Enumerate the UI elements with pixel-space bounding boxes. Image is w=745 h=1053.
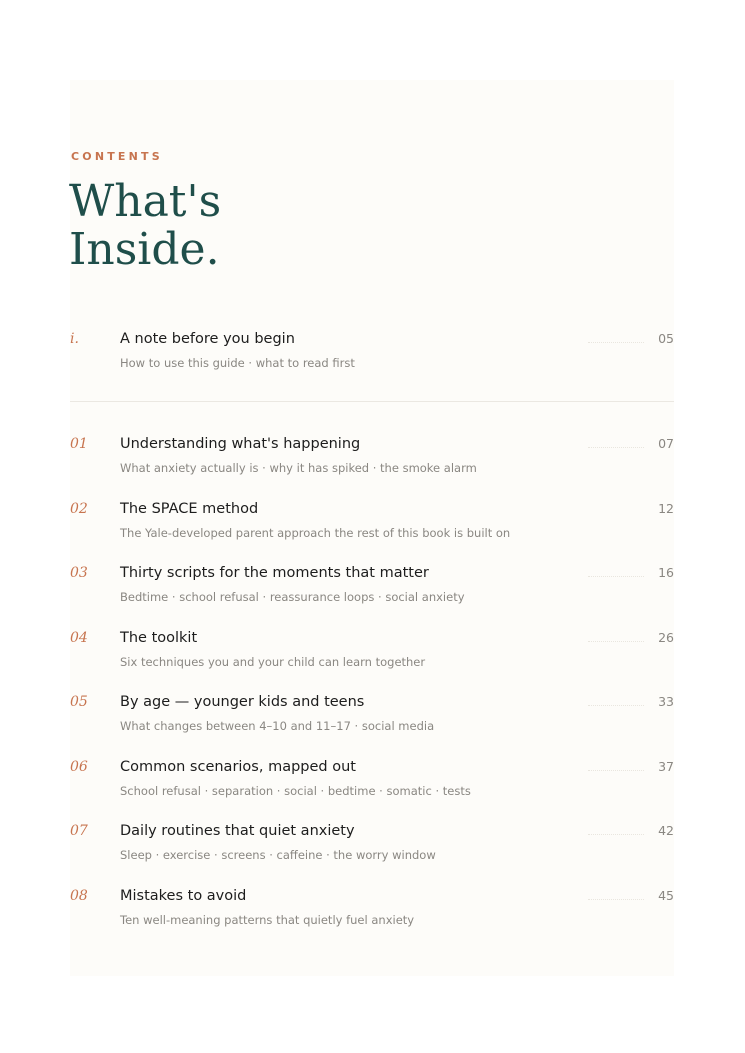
- toc-entry-preface[interactable]: [70, 330, 674, 390]
- toc-entry-subtitle: The Yale-developed parent approach the rest of this book is built on: [120, 526, 511, 540]
- toc-entry-page-number: 26: [658, 630, 674, 645]
- toc-entry-number: 06: [70, 759, 88, 775]
- toc-entry-page-number: 33: [658, 694, 674, 709]
- toc-entry-chapter-04[interactable]: [70, 629, 674, 689]
- section-divider: [70, 401, 674, 402]
- toc-entry-page-number: 37: [658, 759, 674, 774]
- toc-entry-subtitle: School refusal · separation · social · bedtime · somatic · tests: [120, 784, 471, 798]
- toc-entry-page-number: 07: [658, 436, 674, 451]
- toc-entry-subtitle: What changes between 4–10 and 11–17 · social media: [120, 719, 435, 733]
- toc-entry-subtitle: What anxiety actually is · why it has spiked · the smoke alarm: [120, 461, 477, 475]
- toc-entry-title: Thirty scripts for the moments that matter: [120, 565, 429, 581]
- toc-entry-title: Daily routines that quiet anxiety: [120, 823, 355, 839]
- toc-entry-chapter-03[interactable]: [70, 564, 674, 624]
- toc-entry-page-number: 16: [658, 565, 674, 580]
- toc-entry-subtitle: Sleep · exercise · screens · caffeine · the worry window: [120, 848, 436, 862]
- toc-entry-title: Common scenarios, mapped out: [120, 759, 356, 775]
- toc-entry-number: i.: [70, 331, 79, 347]
- toc-entry-page-number: 12: [658, 501, 674, 516]
- toc-entry-number: 07: [70, 823, 88, 839]
- page-title-line-1: What's: [69, 176, 222, 227]
- toc-entry-chapter-07[interactable]: [70, 822, 674, 882]
- toc-entry-chapter-06[interactable]: [70, 758, 674, 818]
- toc-entry-leader: [588, 576, 644, 577]
- toc-entry-number: 04: [70, 630, 88, 646]
- toc-entry-leader: [588, 899, 644, 900]
- toc-entry-number: 05: [70, 694, 88, 710]
- table-of-contents: [70, 0, 674, 1053]
- toc-entry-subtitle: Six techniques you and your child can learn together: [120, 655, 426, 669]
- toc-entry-title: Mistakes to avoid: [120, 888, 247, 904]
- toc-entry-title: The toolkit: [120, 630, 198, 646]
- toc-entry-page-number: 45: [658, 888, 674, 903]
- toc-entry-leader: [588, 705, 644, 706]
- toc-entry-chapter-02[interactable]: [70, 500, 674, 560]
- toc-entry-leader: [588, 770, 644, 771]
- toc-entry-title: Understanding what's happening: [120, 436, 361, 452]
- toc-entry-page-number: 42: [658, 823, 674, 838]
- toc-entry-number: 03: [70, 565, 88, 581]
- toc-entry-subtitle: Ten well-meaning patterns that quietly fuel anxiety: [120, 913, 415, 927]
- toc-entry-subtitle: How to use this guide · what to read first: [120, 356, 355, 370]
- page-title-line-2: Inside.: [69, 224, 220, 275]
- toc-entry-title: The SPACE method: [120, 501, 259, 517]
- toc-entry-number: 08: [70, 888, 88, 904]
- toc-entry-subtitle: Bedtime · school refusal · reassurance loops · social anxiety: [120, 590, 465, 604]
- toc-entry-leader: [588, 641, 644, 642]
- toc-entry-leader: [588, 342, 644, 343]
- toc-entry-number: 01: [70, 436, 88, 452]
- toc-entry-chapter-08[interactable]: [70, 887, 674, 947]
- toc-entry-title: By age — younger kids and teens: [120, 694, 365, 710]
- toc-entry-chapter-01[interactable]: [70, 435, 674, 495]
- contents-eyebrow: CONTENTS: [71, 150, 163, 163]
- toc-entry-leader: [588, 447, 644, 448]
- toc-entry-leader: [588, 834, 644, 835]
- toc-entry-title: A note before you begin: [120, 331, 295, 347]
- toc-entry-number: 02: [70, 501, 88, 517]
- toc-entry-page-number: 05: [658, 331, 674, 346]
- toc-entry-chapter-05[interactable]: [70, 693, 674, 753]
